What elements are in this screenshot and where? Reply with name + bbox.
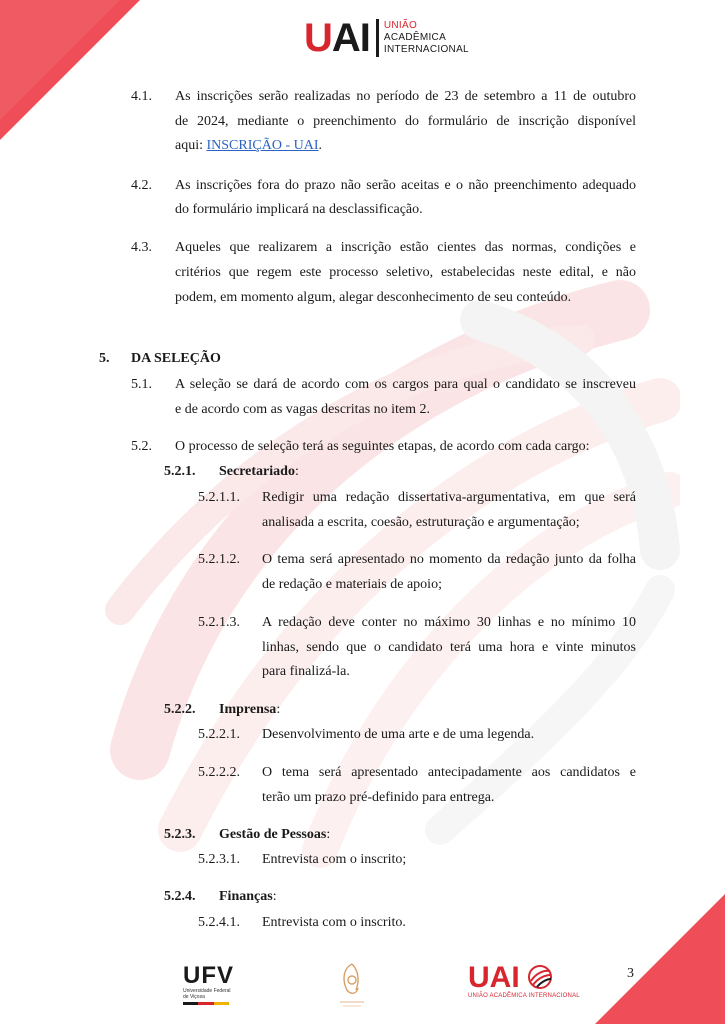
item-number: 4.1.: [131, 89, 152, 104]
subitem-title: Finanças: [219, 889, 273, 904]
subitem-colon: :: [294, 464, 299, 479]
subitem-title: Imprensa: [219, 702, 277, 717]
uai-footer-logo: [468, 963, 580, 1000]
corner-decoration-top-left: [0, 0, 140, 140]
paragraph-line: podem, em momento algum, alegar desconhecimento de seu conteúdo.: [175, 290, 572, 305]
subsubitem-number: 5.2.1.2.: [198, 552, 240, 567]
subsubitem-number: 5.2.1.1.: [198, 490, 240, 505]
logo-word-3: INTERNACIONAL: [383, 44, 469, 55]
subitem-heading: [219, 702, 280, 718]
subitem-heading: [219, 464, 299, 480]
subitem-title: Gestão de Pessoas: [219, 827, 327, 842]
subitem-colon: :: [272, 889, 277, 904]
paragraph-line: A seleção se dará de acordo com os cargos para qual o candidato se inscreveu: [175, 377, 636, 392]
subitem-title: Secretariado: [219, 464, 295, 479]
paragraph-line: Aqueles que realizarem a inscrição estão cientes das normas, condições e: [175, 240, 636, 255]
paragraph-line: terão um prazo pré-definido para entrega.: [262, 790, 495, 805]
subsubitem-number: 5.2.4.1.: [198, 915, 240, 930]
subitem-heading: [219, 827, 330, 843]
logo-wordmark: [384, 20, 469, 56]
paragraph-line: As inscrições fora do prazo não serão aceitas e o não preenchimento adequado: [175, 178, 636, 193]
uai-footer-mark: [468, 963, 580, 993]
subitem-number: 5.2.3.: [164, 827, 196, 842]
item-number: 4.3.: [131, 240, 152, 255]
logo-letter-u: U: [304, 16, 332, 60]
logo-word-2: ACADÊMICA: [383, 32, 447, 43]
section-number: 5.: [99, 351, 110, 366]
uai-footer-tagline: UNIÃO ACADÊMICA INTERNACIONAL: [468, 993, 580, 999]
ufv-logo: [183, 964, 234, 1005]
paragraph-line: e de acordo com as vagas descritas no item 2.: [175, 402, 431, 417]
ufv-color-stripe: [183, 1002, 229, 1005]
paragraph-line: O tema será apresentado no momento da redação junto da folha: [262, 552, 636, 567]
logo-divider: [376, 19, 379, 57]
paragraph-line: Desenvolvimento de uma arte e de uma legenda.: [262, 727, 535, 742]
section-title: DA SELEÇÃO: [131, 351, 221, 366]
paragraph-line: Redigir uma redação dissertativa-argumentativa, em que será: [262, 490, 636, 505]
paragraph-line: de 2024, mediante o preenchimento do formulário de inscrição disponível: [175, 114, 636, 129]
item-number: 4.2.: [131, 178, 152, 193]
paragraph-line: O tema será apresentado antecipadamente aos candidatos e: [262, 765, 636, 780]
subsubitem-number: 5.2.1.3.: [198, 615, 240, 630]
item-number: 5.2.: [131, 439, 152, 454]
paragraph-line: para finalizá-la.: [262, 664, 350, 679]
subitem-heading: [219, 889, 277, 905]
paragraph-line: linhas, sendo que o candidato terá uma hora e vinte minutos: [262, 640, 636, 655]
subitem-number: 5.2.4.: [164, 889, 196, 904]
corner-decoration-bottom-right: [595, 894, 725, 1024]
subitem-number: 5.2.1.: [164, 464, 196, 479]
paragraph-line: A redação deve conter no máximo 30 linhas e no mínimo 10: [262, 615, 636, 630]
registration-link[interactable]: INSCRIÇÃO - UAI: [206, 138, 319, 153]
uai-footer-letters: UAI: [468, 961, 520, 994]
header-logo: [304, 16, 469, 60]
globe-icon: [528, 965, 552, 989]
subitem-colon: :: [276, 702, 281, 717]
paragraph-line: O processo de seleção terá as seguintes etapas, de acordo com cada cargo:: [175, 439, 590, 454]
subsubitem-number: 5.2.3.1.: [198, 852, 240, 867]
logo-mark: [304, 18, 370, 58]
subitem-number: 5.2.2.: [164, 702, 196, 717]
ufv-name-line1: Universidade Federal: [183, 988, 231, 994]
paragraph-line: Entrevista com o inscrito;: [262, 852, 407, 867]
ufv-logo-text: UFV: [183, 962, 234, 989]
subitem-colon: :: [326, 827, 331, 842]
paragraph-line: critérios que regem este processo seletivo, estabelecidas neste edital, e não: [175, 265, 636, 280]
page-number: 3: [627, 966, 634, 981]
paragraph-line: do formulário implicará na desclassificação.: [175, 202, 423, 217]
item-number: 5.1.: [131, 377, 152, 392]
logo-letters-ai: AI: [331, 16, 370, 60]
paragraph-line: de redação e materiais de apoio;: [262, 577, 442, 592]
paragraph-line: analisada a escrita, coesão, estruturação e argumentação;: [262, 515, 580, 530]
subsubitem-number: 5.2.2.2.: [198, 765, 240, 780]
paragraph-line: Entrevista com o inscrito.: [262, 915, 406, 930]
text-suffix: .: [318, 138, 322, 153]
paragraph-line: As inscrições serão realizadas no período de 23 de setembro a 11 de outubro: [175, 89, 636, 104]
paragraph-line: [175, 138, 322, 154]
logo-word-1: UNIÃO: [383, 20, 418, 31]
subsubitem-number: 5.2.2.1.: [198, 727, 240, 742]
emblem-icon: [334, 960, 370, 1014]
ufv-name-line2: de Viçosa: [183, 994, 205, 1000]
text-prefix: aqui:: [175, 138, 207, 153]
